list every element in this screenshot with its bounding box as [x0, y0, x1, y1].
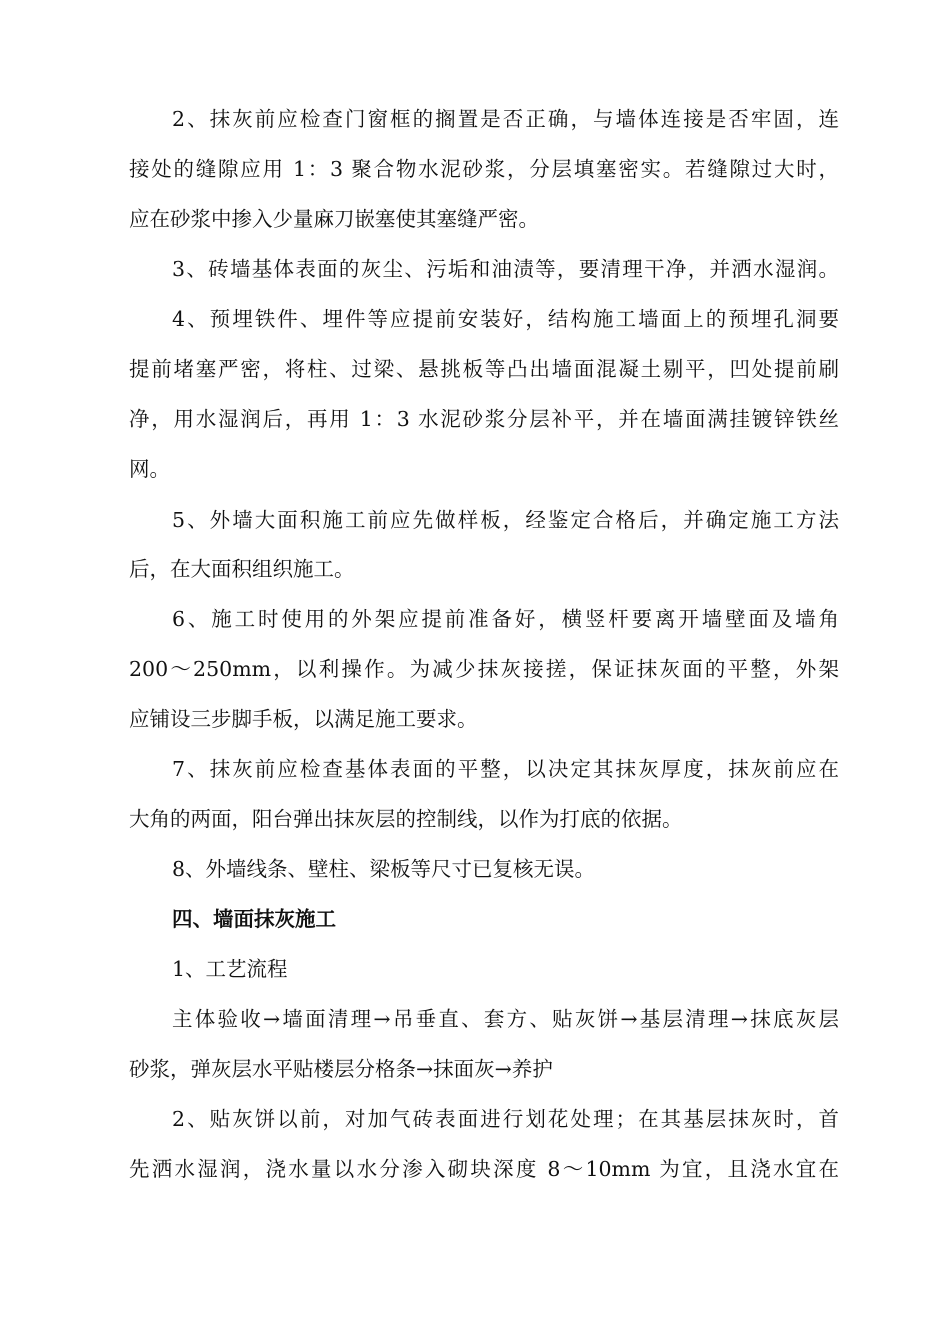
paragraph-4-line-3: 净，用水湿润后，再用 1：3 水泥砂浆分层补平，并在墙面满挂镀锌铁丝: [129, 407, 839, 431]
paragraph-4-line-1: 4、预埋铁件、埋件等应提前安装好，结构施工墙面上的预埋孔洞要: [172, 307, 839, 331]
paragraph-2-line-2: 接处的缝隙应用 1：3 聚合物水泥砂浆，分层填塞密实。若缝隙过大时，: [129, 157, 839, 181]
paragraph-6-line-2: 200～250mm，以利操作。为减少抹灰接搓，保证抹灰面的平整，外架: [129, 657, 839, 681]
process-flow-line-1: 主体验收→墙面清理→吊垂直、套方、贴灰饼→基层清理→抹底灰层: [172, 1007, 839, 1031]
paragraph-2-line-1: 2、抹灰前应检查门窗框的搁置是否正确，与墙体连接是否牢固，连: [172, 107, 839, 131]
paragraph-5-line-1: 5、外墙大面积施工前应先做样板，经鉴定合格后，并确定施工方法: [172, 508, 839, 532]
paragraph-2-line-3: 应在砂浆中掺入少量麻刀嵌塞使其塞缝严密。: [129, 207, 539, 231]
subsection-title: 1、工艺流程: [172, 957, 288, 981]
paragraph-5-line-2: 后，在大面积组织施工。: [129, 557, 355, 581]
paragraph-8-line-1: 8、外墙线条、壁柱、梁板等尺寸已复核无误。: [172, 857, 596, 881]
paragraph-4-line-4: 网。: [129, 457, 170, 481]
paragraph-4-line-2: 提前堵塞严密，将柱、过梁、悬挑板等凸出墙面混凝土剔平，凹处提前刷: [129, 357, 839, 381]
step-2-line-1: 2、贴灰饼以前，对加气砖表面进行划花处理；在其基层抹灰时，首: [172, 1107, 839, 1131]
paragraph-3-line-1: 3、砖墙基体表面的灰尘、污垢和油渍等，要清理干净，并洒水湿润。: [172, 257, 839, 281]
step-2-line-2: 先洒水湿润，浇水量以水分渗入砌块深度 8～10mm 为宜，且浇水宜在: [129, 1157, 839, 1181]
section-heading: 四、墙面抹灰施工: [172, 907, 336, 931]
paragraph-6-line-1: 6、施工时使用的外架应提前准备好，横竖杆要离开墙壁面及墙角: [172, 607, 839, 631]
process-flow-line-2: 砂浆，弹灰层水平贴楼层分格条→抹面灰→养护: [129, 1057, 553, 1081]
paragraph-6-line-3: 应铺设三步脚手板，以满足施工要求。: [129, 707, 478, 731]
paragraph-7-line-1: 7、抹灰前应检查基体表面的平整，以决定其抹灰厚度，抹灰前应在: [172, 757, 839, 781]
paragraph-7-line-2: 大角的两面，阳台弹出抹灰层的控制线，以作为打底的依据。: [129, 807, 683, 831]
